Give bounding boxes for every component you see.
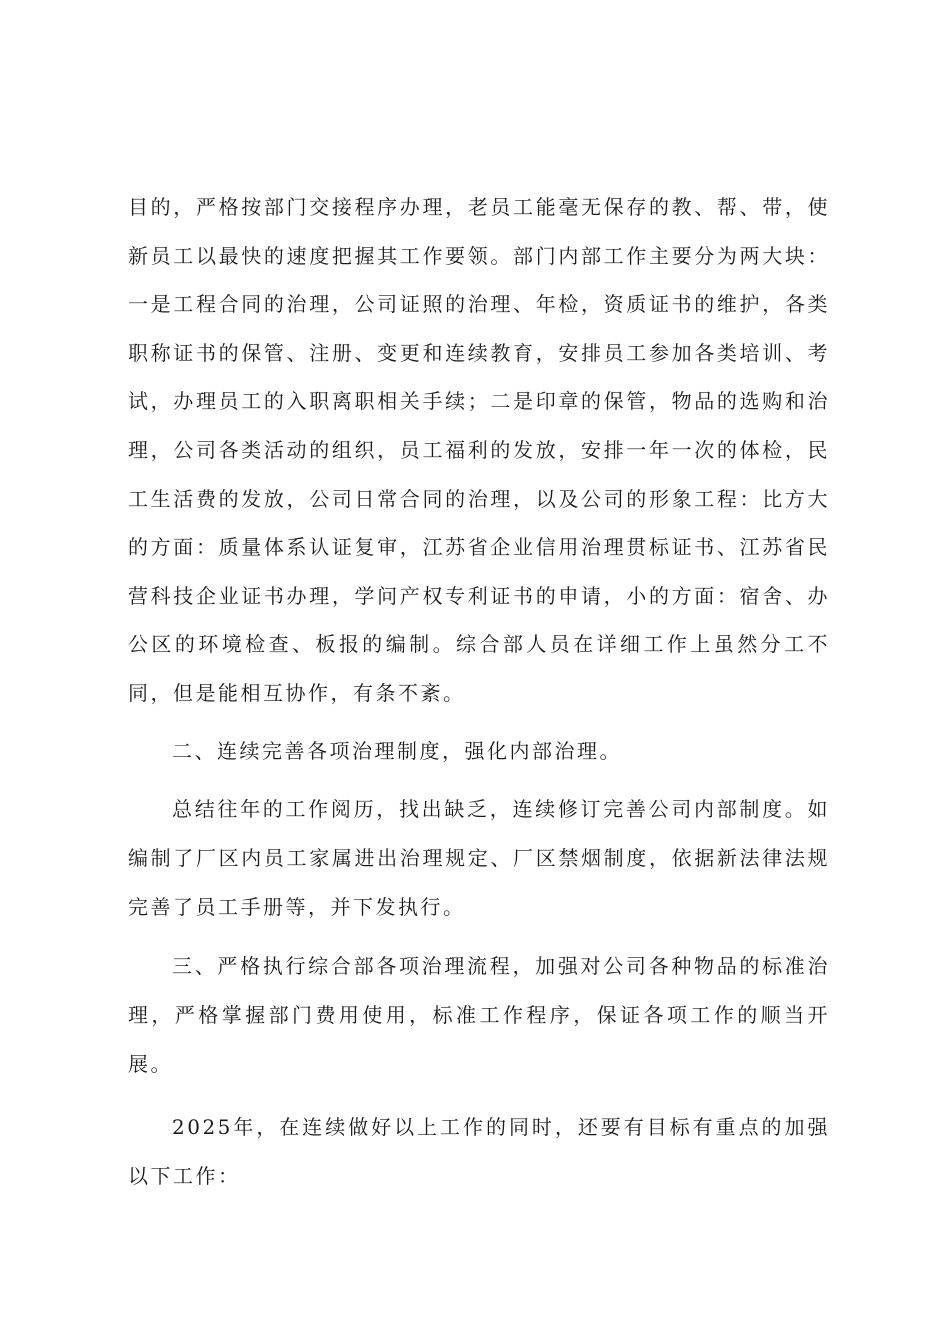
section-heading-two: 二、连续完善各项治理制度，强化内部治理。	[172, 738, 622, 763]
paragraph-regulations: 总结往年的工作阅历，找出缺乏，连续修订完善公司内部制度。如编制了厂区内员工家属进出治理规定、厂区禁烟制度，依据新法律法规完善了员工手册等，并下发执行。	[128, 796, 830, 919]
section-heading-three: 三、严格执行综合部各项治理流程，加强对公司各种物品的标准治理，严格掌握部门费用使用，标准工作程序，保证各项工作的顺当开展。	[128, 953, 830, 1076]
document-body	[128, 183, 830, 1201]
paragraph-plan-2025: 2025年，在连续做好以上工作的同时，还要有目标有重点的加强以下工作：	[128, 1114, 830, 1188]
paragraph-duties: 目的，严格按部门交接程序办理，老员工能毫无保存的教、帮、带，使新员工以最快的速度把握其工作要领。部门内部工作主要分为两大块：一是工程合同的治理，公司证照的治理、年检，资质证书的维护，各类职称证书的保管、注册、变更和连续教育，安排员工参加各类培训、考试，办理员工的入职离职相关手续；二是印章的保管，物品的选购和治理，公司各类活动的组织，员工福利的发放，安排一年一次的体检，民工生活费的发放，公司日常合同的治理，以及公司的形象工程：比方大的方面：质量体系认证复审，江苏省企业信用治理贯标证书、江苏省民营科技企业证书办理，学问产权专利证书的申请，小的方面：宿舍、办公区的环境检查、板报的编制。综合部人员在详细工作上虽然分工不同，但是能相互协作，有条不紊。	[128, 195, 830, 705]
